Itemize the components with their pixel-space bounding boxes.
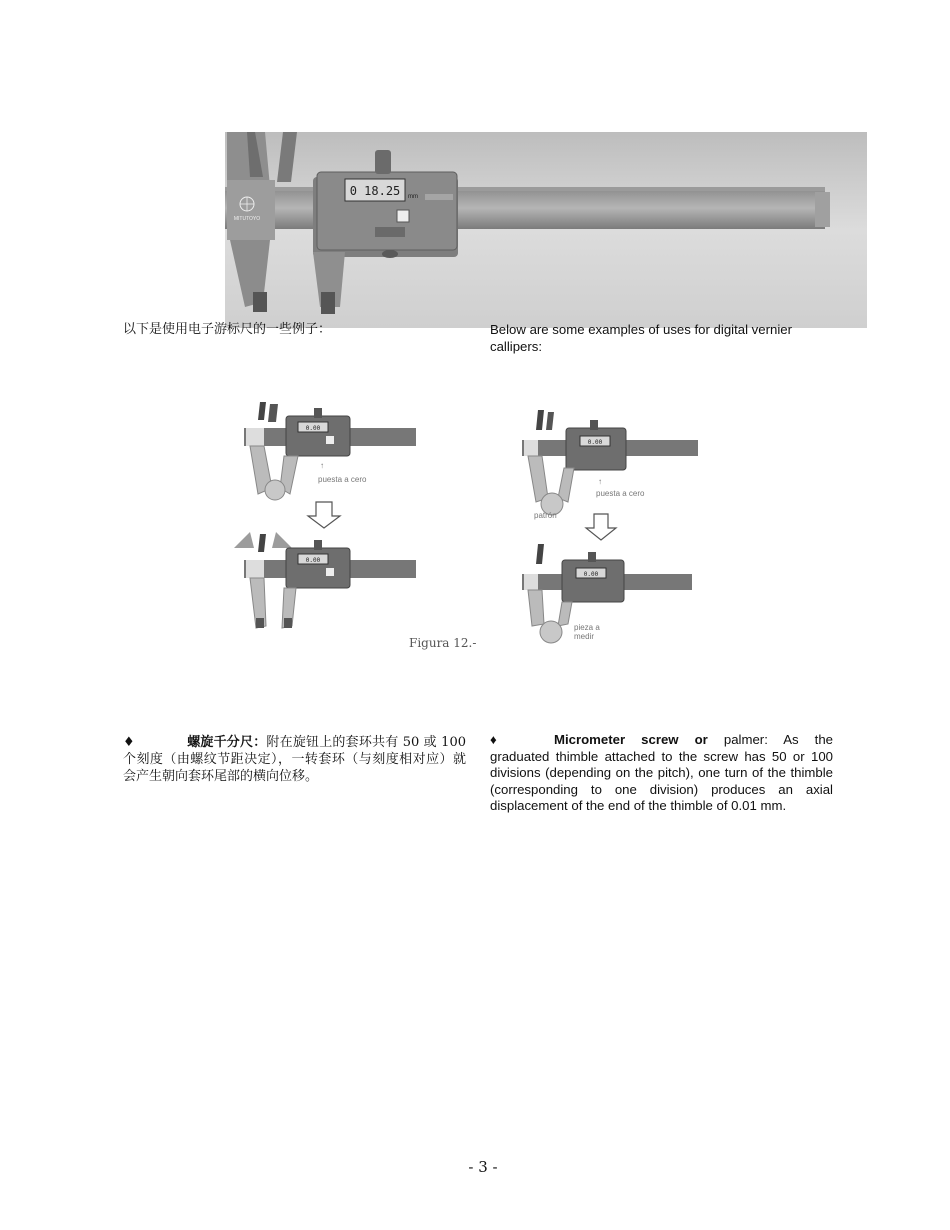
bullet-icon-en: ♦: [490, 732, 497, 747]
caliper-zero-step: [244, 402, 416, 500]
svg-text:0.00: 0.00: [583, 571, 599, 578]
display-unit: mm: [408, 194, 418, 200]
bullet-icon-cn: ♦: [123, 735, 135, 750]
label-zero-left: puesta a cero: [318, 475, 367, 484]
micrometer-paragraph-cn: [123, 734, 466, 785]
top-caliper-photo: [225, 132, 867, 328]
caliper-zero-step-right: [522, 410, 698, 520]
down-arrow-icon: [308, 502, 340, 528]
caliper-measure-step-right: [522, 544, 692, 643]
svg-text:0.00: 0.00: [587, 439, 603, 446]
label-standard: patrón: [534, 511, 557, 520]
down-arrow-icon-right: [586, 514, 616, 540]
micrometer-title-en: Micrometer screw or: [554, 732, 708, 747]
figure12-right-drawing: [518, 408, 698, 648]
brand-label: MITUTOYO: [233, 216, 261, 222]
label-zero-right: puesta a cero: [596, 489, 645, 498]
top-caliper-drawing: [225, 132, 867, 328]
figure12-left-drawing: [228, 398, 478, 658]
figure12-right: [518, 408, 698, 648]
label-piece: pieza a medir: [574, 623, 600, 641]
svg-text:0.00: 0.00: [305, 557, 321, 564]
figure12-caption: Figura 12.-: [409, 636, 477, 650]
micrometer-body-cn: 附在旋钮上的套环共有 50 或 100 个刻度（由螺纹节距决定），一转套环（与刻度相对应）就会产生朝向套环尾部的横向位移。: [123, 735, 466, 784]
display-reading: 0 18.25: [349, 184, 401, 198]
svg-text:↑: ↑: [320, 461, 324, 470]
svg-text:0.00: 0.00: [305, 425, 321, 432]
intro-text-cn: 以下是使用电子游标尺的一些例子：: [123, 322, 332, 337]
micrometer-body-en: palmer: As the graduated thimble attached to the screw has 50 or 100 divisions (depending on the pitch), one turn of the thimble (corresponding to one division) produces an axial displacement of the end of the thimble of 0.01 mm.: [490, 732, 833, 814]
figure12-left: [228, 398, 478, 658]
micrometer-title-cn: 螺旋千分尺：: [187, 735, 267, 750]
micrometer-paragraph-en: [490, 732, 833, 815]
intro-text-en: Below are some examples of uses for digital vernier callipers:: [490, 322, 792, 354]
page-number: - 3 -: [468, 1158, 498, 1176]
svg-text:↑: ↑: [598, 477, 602, 486]
caliper-measure-step: [234, 532, 416, 628]
